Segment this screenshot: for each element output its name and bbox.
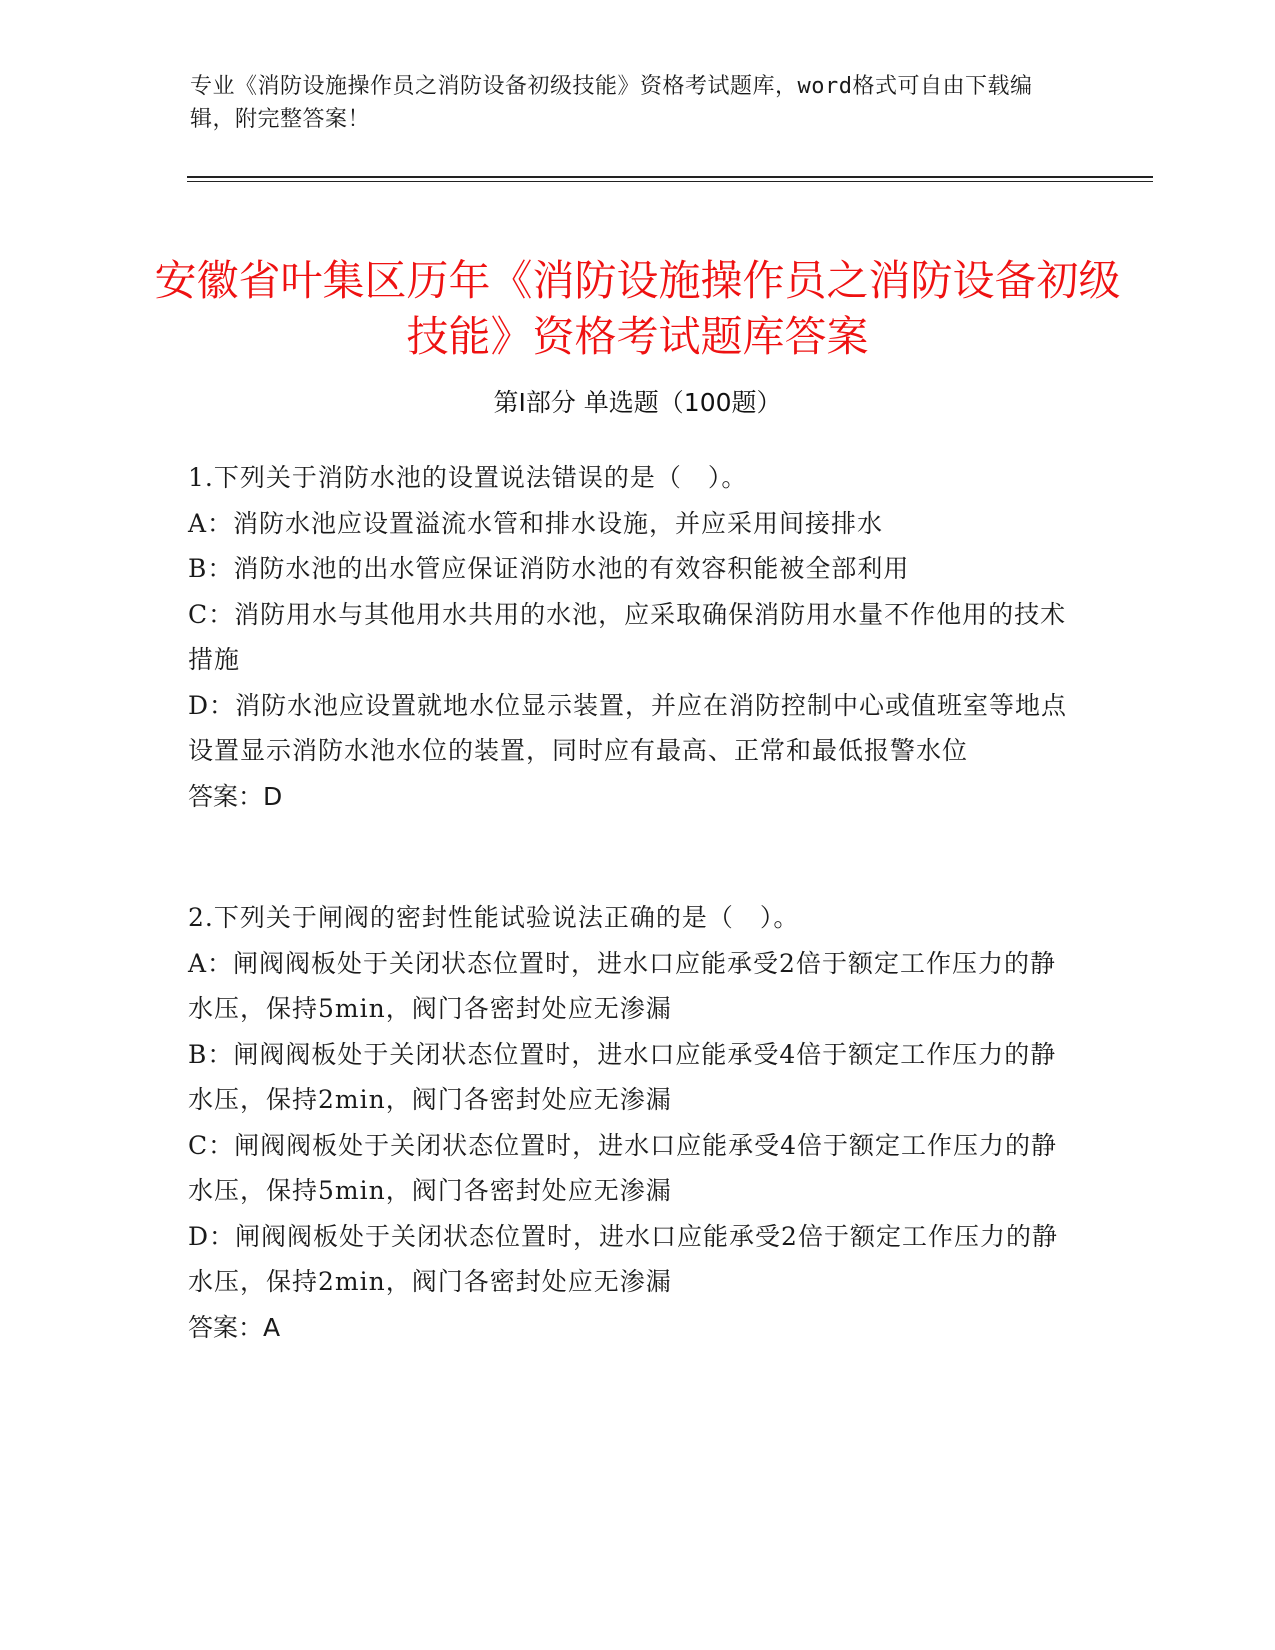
option-d: D：闸阀阀板处于关闭状态位置时，进水口应能承受2倍于额定工作压力的静水压，保持2min，阀门各密封处应无渗漏 bbox=[188, 1221, 1058, 1296]
question-1 bbox=[188, 455, 1078, 819]
header-divider-bottom bbox=[187, 181, 1153, 182]
option-c: C：消防用水与其他用水共用的水池，应采取确保消防用水量不作他用的技术措施 bbox=[188, 599, 1067, 674]
option-d: D：消防水池应设置就地水位显示装置，并应在消防控制中心或值班室等地点设置显示消防水池水位的装置，同时应有最高、正常和最低报警水位 bbox=[188, 690, 1068, 765]
document-title: 安徽省叶集区历年《消防设施操作员之消防设备初级技能》资格考试题库答案 bbox=[154, 256, 1121, 362]
option-b: B：闸阀阀板处于关闭状态位置时，进水口应能承受4倍于额定工作压力的静水压，保持2min，阀门各密封处应无渗漏 bbox=[188, 1039, 1057, 1114]
header-note: 专业《消防设施操作员之消防设备初级技能》资格考试题库，word格式可自由下载编辑，附完整答案！ bbox=[190, 74, 1033, 132]
question-stem: 2.下列关于闸阀的密封性能试验说法正确的是（ ）。 bbox=[188, 903, 800, 932]
question-stem: 1.下列关于消防水池的设置说法错误的是（ ）。 bbox=[188, 463, 748, 492]
option-a: A：消防水池应设置溢流水管和排水设施，并应采用间接排水 bbox=[188, 508, 884, 538]
option-a: A：闸阀阀板处于关闭状态位置时，进水口应能承受2倍于额定工作压力的静水压，保持5min，阀门各密封处应无渗漏 bbox=[188, 948, 1056, 1023]
answer: 答案：D bbox=[188, 781, 283, 811]
question-2 bbox=[188, 895, 1078, 1350]
header-divider-top bbox=[187, 176, 1153, 178]
section-heading: 第Ⅰ部分 单选题（100题） bbox=[493, 388, 782, 417]
option-b: B：消防水池的出水管应保证消防水池的有效容积能被全部利用 bbox=[188, 554, 910, 583]
option-c: C：闸阀阀板处于关闭状态位置时，进水口应能承受4倍于额定工作压力的静水压，保持5min，阀门各密封处应无渗漏 bbox=[188, 1130, 1058, 1205]
answer: 答案：A bbox=[188, 1312, 281, 1342]
